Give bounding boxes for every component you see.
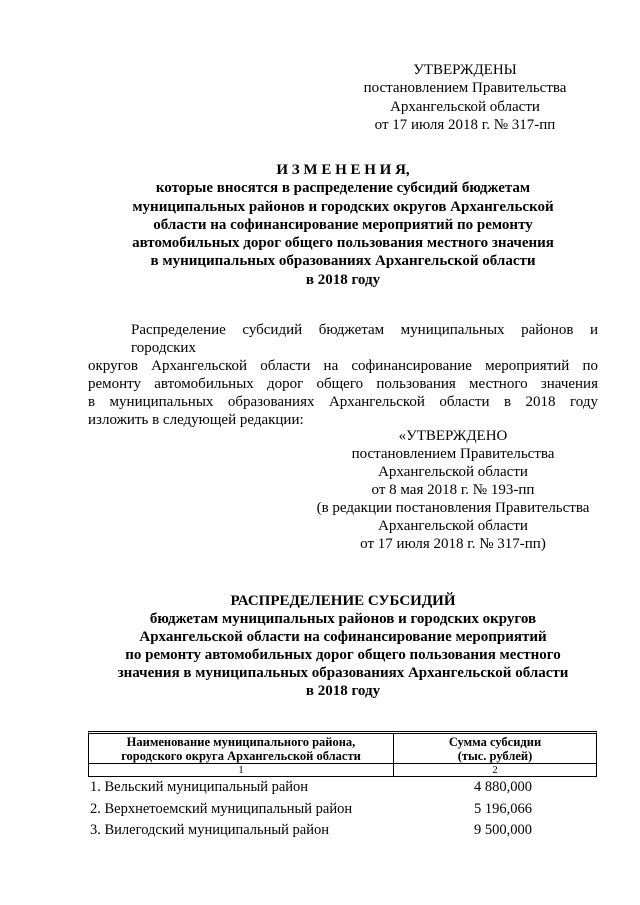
header-text-line: городского округа Архангельской области	[121, 748, 361, 763]
table-row	[88, 820, 597, 842]
row-amount-cell: 9 500,000	[474, 822, 532, 838]
approval-date-line: от 17 июля 2018 г. № 317-пп	[374, 116, 556, 133]
distribution-subtitle-line: бюджетам муниципальных районов и городских округов	[149, 611, 537, 627]
changes-subtitle-line: которые вносятся в распределение субсидий бюджетам	[155, 180, 531, 197]
changes-subtitle-line: в 2018 году	[305, 271, 381, 288]
distribution-subtitle-line: значения в муниципальных образованиях Архангельской области	[117, 665, 569, 681]
changes-title-block	[88, 161, 598, 289]
distribution-title-block	[88, 592, 598, 700]
row-amount-cell: 4 880,000	[474, 779, 532, 795]
column-number: 1	[89, 764, 394, 776]
paragraph-line: ремонту автомобильных дорог общего пользования местного значения	[88, 376, 598, 392]
changes-subtitle-line: области на софинансирование мероприятий по ремонту	[153, 216, 533, 233]
approved-quote-line: (в редакции постановления Правительства	[316, 500, 590, 516]
approval-line: Архангельской области	[390, 98, 540, 115]
approval-title: УТВЕРЖДЕНЫ	[413, 62, 517, 78]
header-text-line: Наименование муниципального района,	[126, 734, 356, 749]
changes-subtitle-line: автомобильных дорог общего пользования местного значения	[132, 235, 554, 252]
table-header-cell-amount	[394, 734, 596, 763]
approved-quote-line: от 17 июля 2018 г. № 317-пп)	[360, 536, 546, 552]
table-row	[88, 799, 597, 821]
approval-block	[315, 61, 615, 134]
paragraph-line: округов Архангельской области на софинансирование мероприятий по	[88, 358, 598, 374]
distribution-heading: РАСПРЕДЕЛЕНИЕ СУБСИДИЙ	[230, 593, 456, 609]
distribution-subtitle-line: в 2018 году	[305, 683, 381, 699]
paragraph-line: изложить в следующей редакции:	[88, 412, 304, 428]
table-header-cell-name	[89, 734, 394, 763]
changes-subtitle-line: в муниципальных образованиях Архангельской области	[150, 253, 536, 270]
table-header	[88, 731, 597, 777]
approved-quote-line: от 8 мая 2018 г. № 193-пп	[371, 482, 535, 498]
column-number: 2	[492, 764, 498, 776]
approved-quote-title: «УТВЕРЖДЕНО	[398, 428, 508, 444]
changes-heading: И З М Е Н Е Н И Я,	[276, 162, 410, 178]
row-name-cell: 1. Вельский муниципальный район	[90, 779, 309, 795]
approved-quote-line: Архангельской области	[378, 464, 528, 480]
paragraph-line: Распределение субсидий бюджетам муниципальных районов и городских	[131, 322, 598, 356]
subsidy-table	[88, 731, 597, 842]
column-number-row	[89, 763, 596, 776]
approved-quote-line: постановлением Правительства	[351, 446, 555, 462]
approved-quote-block	[303, 427, 603, 553]
approval-line: постановлением Правительства	[363, 80, 567, 97]
changes-subtitle-line: муниципальных районов и городских округов Архангельской	[132, 198, 554, 215]
approved-quote-line: Архангельской области	[378, 518, 528, 534]
distribution-subtitle-line: Архангельской области на софинансирование мероприятий	[139, 629, 547, 645]
distribution-subtitle-line: по ремонту автомобильных дорог общего пользования местного	[125, 647, 561, 663]
row-name-cell: 3. Вилегодский муниципальный район	[90, 822, 330, 838]
table-header-row	[89, 734, 596, 763]
header-text-line: Сумма субсидии	[448, 734, 542, 749]
row-amount-cell: 5 196,066	[474, 800, 532, 817]
paragraph-line: в муниципальных образованиях Архангельской области в 2018 году	[88, 394, 598, 410]
header-text-line: (тыс. рублей)	[457, 748, 533, 763]
intro-paragraph	[88, 321, 598, 429]
row-name-cell: 2. Верхнетоемский муниципальный район	[90, 800, 353, 817]
table-row	[88, 777, 597, 799]
